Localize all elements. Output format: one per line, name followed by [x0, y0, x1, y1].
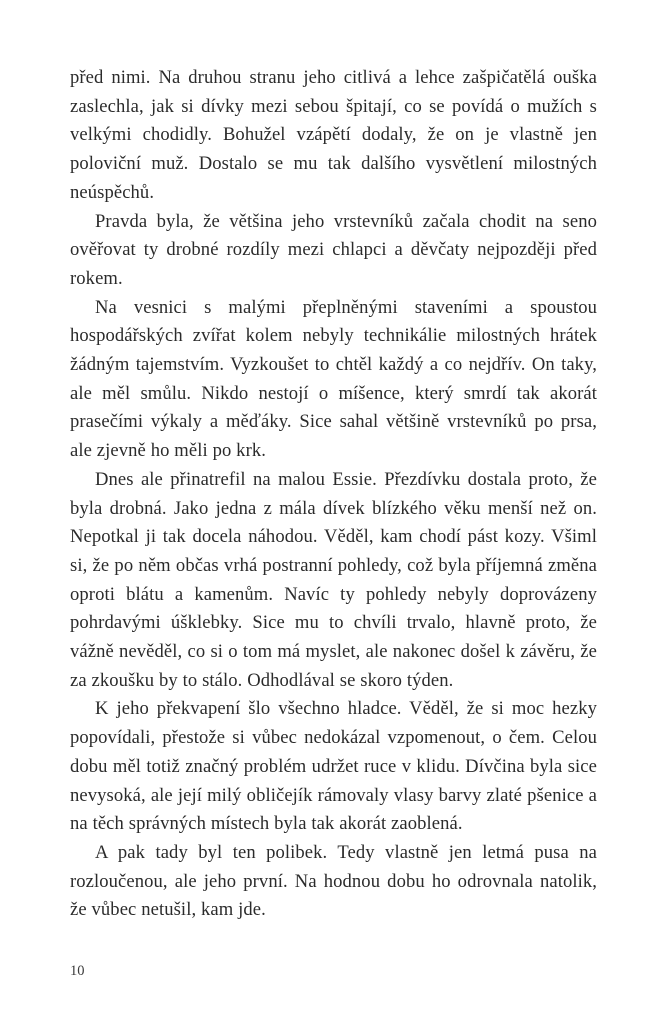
paragraph: A pak tady byl ten polibek. Tedy vlastně jen letmá pusa na rozloučenou, ale jeho první. Na hodnou dobu ho odrovnala natolik, že vůbec netušil, kam jde. [70, 841, 597, 921]
page-number: 10 [70, 963, 85, 979]
paragraph: K jeho překvapení šlo všechno hladce. Věděl, že si moc hezky popovídali, přestože si vůbec nedokázal vzpomenout, o čem. Celou dobu měl totiž značný problém udržet ruce v klidu. Dívčina byla sice nevysoká, ale její milý obličejík rámovaly vlasy barvy zlaté pšenice a na těch správných místech byla tak akorát zaoblená. [70, 698, 597, 835]
paragraph: Pravda byla, že většina jeho vrstevníků začala chodit na seno ověřovat ty drobné rozdíly mezi chlapci a děvčaty nejpozději před rokem. [70, 210, 597, 289]
body-text-column [70, 64, 597, 925]
paragraph: Na vesnici s malými přeplněnými staveními a spoustou hospodářských zvířat kolem nebyly technikálie milostných hrátek žádným tajemstvím. Vyzkoušet to chtěl každý a co nejdřív. On taky, ale měl smůlu. Nikdo nestojí o míšence, který smrdí tak akorát prasečími výkaly a měďáky. Sice sahal většině vrstevníků po prsa, ale zjevně ho měli po krk. [70, 296, 597, 462]
paragraph: před nimi. Na druhou stranu jeho citlivá a lehce zašpičatělá ouška zaslechla, jak si dívky mezi sebou špitají, co se povídá o mužích s velkými chodidly. Bohužel vzápětí dodaly, že on je vlastně jen poloviční muž. Dostalo se mu tak dalšího vysvětlení milostných neúspěchů. [70, 67, 597, 203]
paragraph: Dnes ale přinatrefil na malou Essie. Přezdívku dostala proto, že byla drobná. Jako jedna z mála dívek blízkého věku menší než on. Nepotkal ji tak docela náhodou. Věděl, kam chodí pást kozy. Všiml si, že po něm občas vrhá postranní pohledy, což byla příjemná změna oproti blátu a kamenům. Navíc ty pohledy nebyly doprovázeny pohrdavými úšklebky. Sice mu to chvíli trvalo, hlavně proto, že vážně nevěděl, co si o tom má myslet, ale nakonec došel k závěru, že za zkoušku by to stálo. Odhodlával se skoro týden. [70, 468, 597, 691]
